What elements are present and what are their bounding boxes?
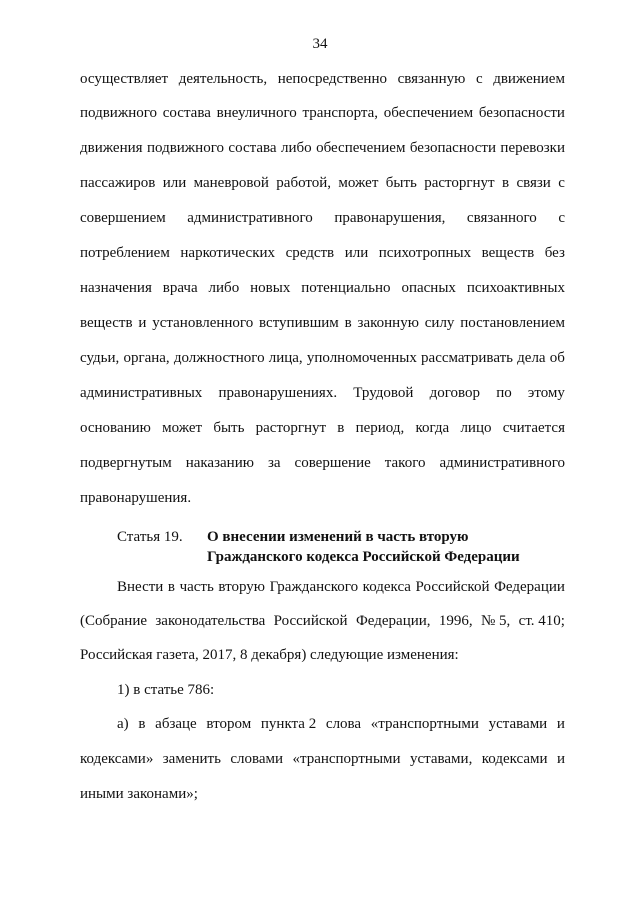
text-line: подвижного состава внеуличного транспорта, обеспечением безопасности bbox=[80, 105, 565, 121]
text-line: административных правонарушениях. Трудовой договор по этому bbox=[80, 385, 565, 401]
text-line: потреблением наркотических средств или психотропных веществ без bbox=[80, 245, 565, 261]
list-item-1: 1) в статье 786: bbox=[117, 682, 215, 698]
text-line: совершением административного правонарушения, связанного с bbox=[80, 210, 565, 226]
text-line: движения подвижного состава либо обеспечением безопасности перевозки bbox=[80, 140, 565, 156]
text-line: иными законами»; bbox=[80, 786, 198, 802]
text-line: основанию может быть расторгнут в период, когда лицо считается bbox=[80, 420, 565, 436]
text-line: кодексами» заменить словами «транспортными уставами, кодексами и bbox=[80, 751, 565, 767]
article-title-line: О внесении изменений в часть вторую bbox=[207, 529, 469, 545]
text-line: Российская газета, 2017, 8 декабря) следующие изменения: bbox=[80, 647, 459, 663]
text-line: а) в абзаце втором пункта 2 слова «транспортными уставами и bbox=[117, 716, 565, 732]
text-line: осуществляет деятельность, непосредственно связанную с движением bbox=[80, 71, 565, 87]
text-line: Внести в часть вторую Гражданского кодекса Российской Федерации bbox=[117, 579, 565, 595]
text-line: веществ и установленного вступившим в законную силу постановлением bbox=[80, 315, 565, 331]
article-title-line: Гражданского кодекса Российской Федерации bbox=[207, 549, 520, 565]
article-label: Статья 19. bbox=[117, 529, 183, 545]
text-line: подвергнутым наказанию за совершение такого административного bbox=[80, 455, 565, 471]
text-line: правонарушения. bbox=[80, 490, 192, 506]
text-line: пассажиров или маневровой работой, может быть расторгнут в связи с bbox=[80, 175, 565, 191]
text-line: (Собрание законодательства Российской Федерации, 1996, № 5, ст. 410; bbox=[80, 613, 565, 629]
page-number: 34 bbox=[312, 36, 328, 52]
text-line: назначения врача либо новых потенциально опасных психоактивных bbox=[80, 280, 565, 296]
text-line: судьи, органа, должностного лица, уполномоченных рассматривать дела об bbox=[80, 350, 565, 366]
